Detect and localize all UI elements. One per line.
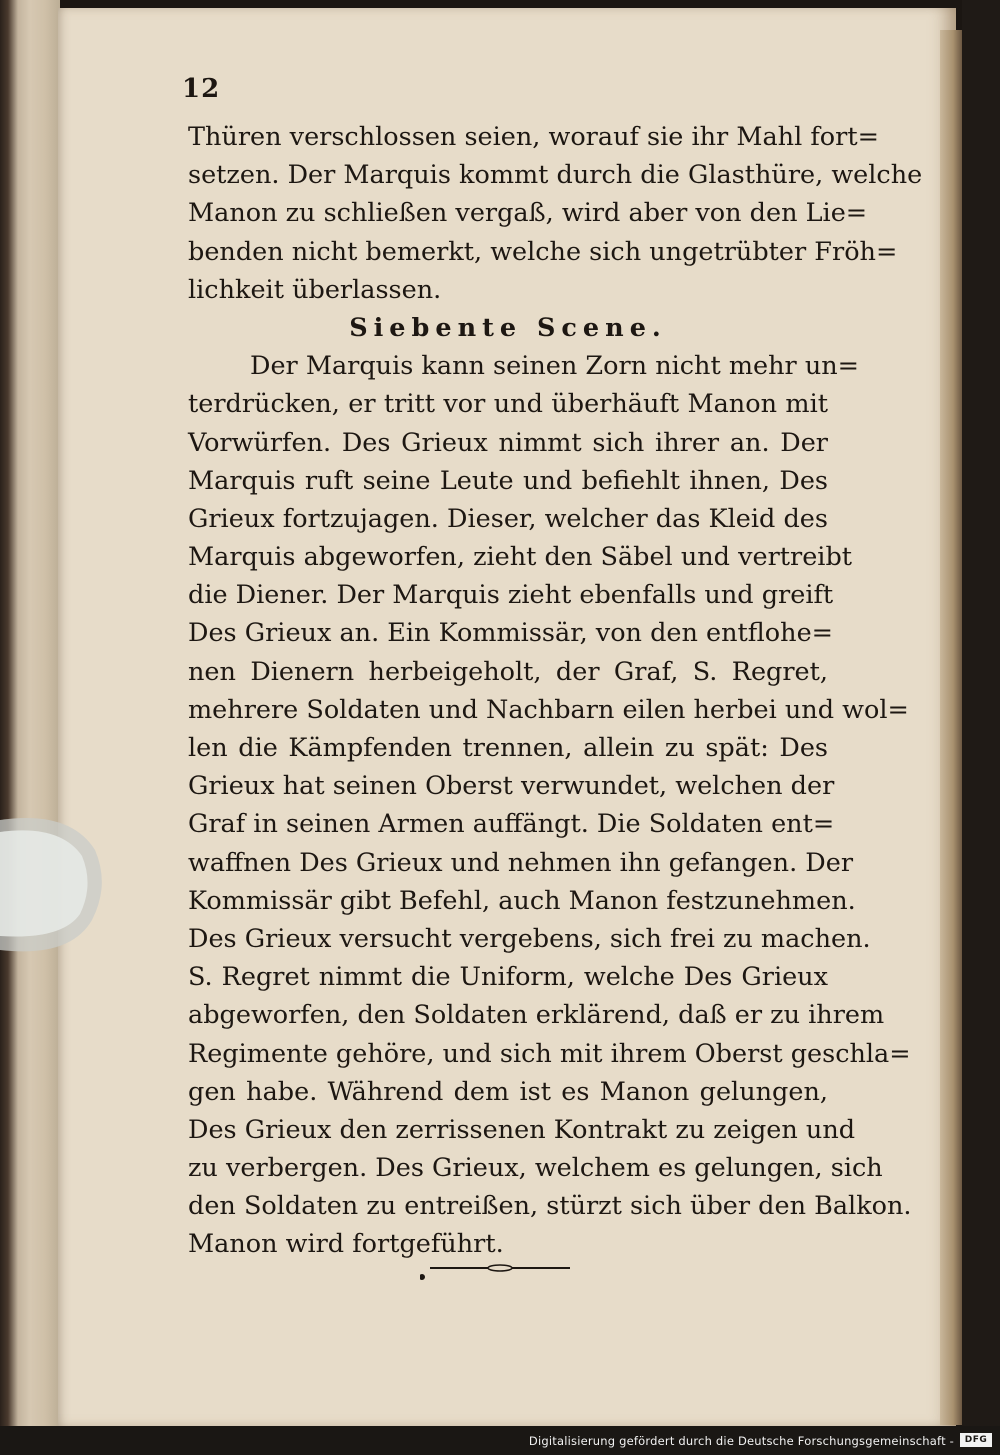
text-line: abgeworfen, den Soldaten erklärend, daß er zu ihrem (188, 1000, 885, 1031)
text-line: Kommissär gibt Befehl, auch Manon festzunehmen. (188, 885, 856, 916)
text-line: Graf in seinen Armen auffängt. Die Soldaten ent= (188, 809, 835, 840)
text-line: Marquis abgeworfen, zieht den Säbel und vertreibt (188, 542, 853, 573)
page-number: 12 (182, 74, 221, 104)
text-line: Marquis ruft seine Leute und befiehlt ihnen, Des (188, 465, 828, 496)
text-line: nen Dienern herbeigeholt, der Graf, S. Regret, (188, 656, 828, 687)
text-line: Der Marquis kann seinen Zorn nicht mehr un= (250, 351, 860, 382)
text-line: Des Grieux an. Ein Kommissär, von den entflohe= (188, 618, 834, 649)
body-text (188, 118, 923, 1264)
scan-clip-shadow (0, 810, 110, 960)
text-line: Thüren verschlossen seien, worauf sie ihr Mahl fort= (188, 122, 879, 152)
text-line: Manon zu schließen vergaß, wird aber von den Lie= (188, 198, 868, 229)
text-line: len die Kämpfenden trennen, allein zu spät: Des (188, 733, 828, 763)
footer-credit: Digitalisierung gefördert durch die Deutsche Forschungsgemeinschaft - (528, 1434, 954, 1448)
text-line: den Soldaten zu entreißen, stürzt sich über den Balkon. (188, 1191, 912, 1222)
text-line: Regimente gehöre, und sich mit ihrem Oberst geschla= (188, 1038, 911, 1069)
book-spine (0, 0, 60, 1455)
text-line: waffnen Des Grieux und nehmen ihn gefangen. Der (188, 847, 854, 878)
paragraph-scene-seven (188, 347, 912, 1264)
end-ornament (420, 1262, 580, 1282)
text-line: mehrere Soldaten und Nachbarn eilen herbei und wol= (188, 694, 909, 725)
footer-bar (0, 1426, 1000, 1455)
text-line: Vorwürfen. Des Grieux nimmt sich ihrer an. Der (188, 427, 828, 458)
paragraph-before-heading (188, 118, 923, 309)
scene-heading: Siebente Scene. (349, 312, 667, 343)
text-line: terdrücken, er tritt vor und überhäuft Manon mit (188, 389, 828, 420)
scan-background (962, 0, 1000, 1455)
text-line: Grieux fortzujagen. Dieser, welcher das Kleid des (188, 503, 828, 534)
text-line: Des Grieux den zerrissenen Kontrakt zu zeigen und (188, 1114, 856, 1145)
text-line: Des Grieux versucht vergebens, sich frei zu machen. (188, 923, 871, 954)
text-line: benden nicht bemerkt, welche sich ungetrübter Fröh= (188, 236, 898, 267)
text-line: Grieux hat seinen Oberst verwundet, welchen der (188, 771, 835, 802)
dfg-logo: DFG (960, 1433, 992, 1447)
page-edge (940, 30, 962, 1425)
text-line: S. Regret nimmt die Uniform, welche Des Grieux (188, 962, 828, 993)
text-line: zu verbergen. Des Grieux, welchem es gelungen, sich (188, 1153, 883, 1184)
text-line: Manon wird fortgeführt. (188, 1229, 504, 1260)
text-line: gen habe. Während dem ist es Manon gelungen, (188, 1076, 828, 1107)
text-line: lichkeit überlassen. (188, 274, 442, 305)
text-line: setzen. Der Marquis kommt durch die Glasthüre, welche (188, 160, 923, 191)
text-line: die Diener. Der Marquis zieht ebenfalls und greift (188, 580, 834, 611)
